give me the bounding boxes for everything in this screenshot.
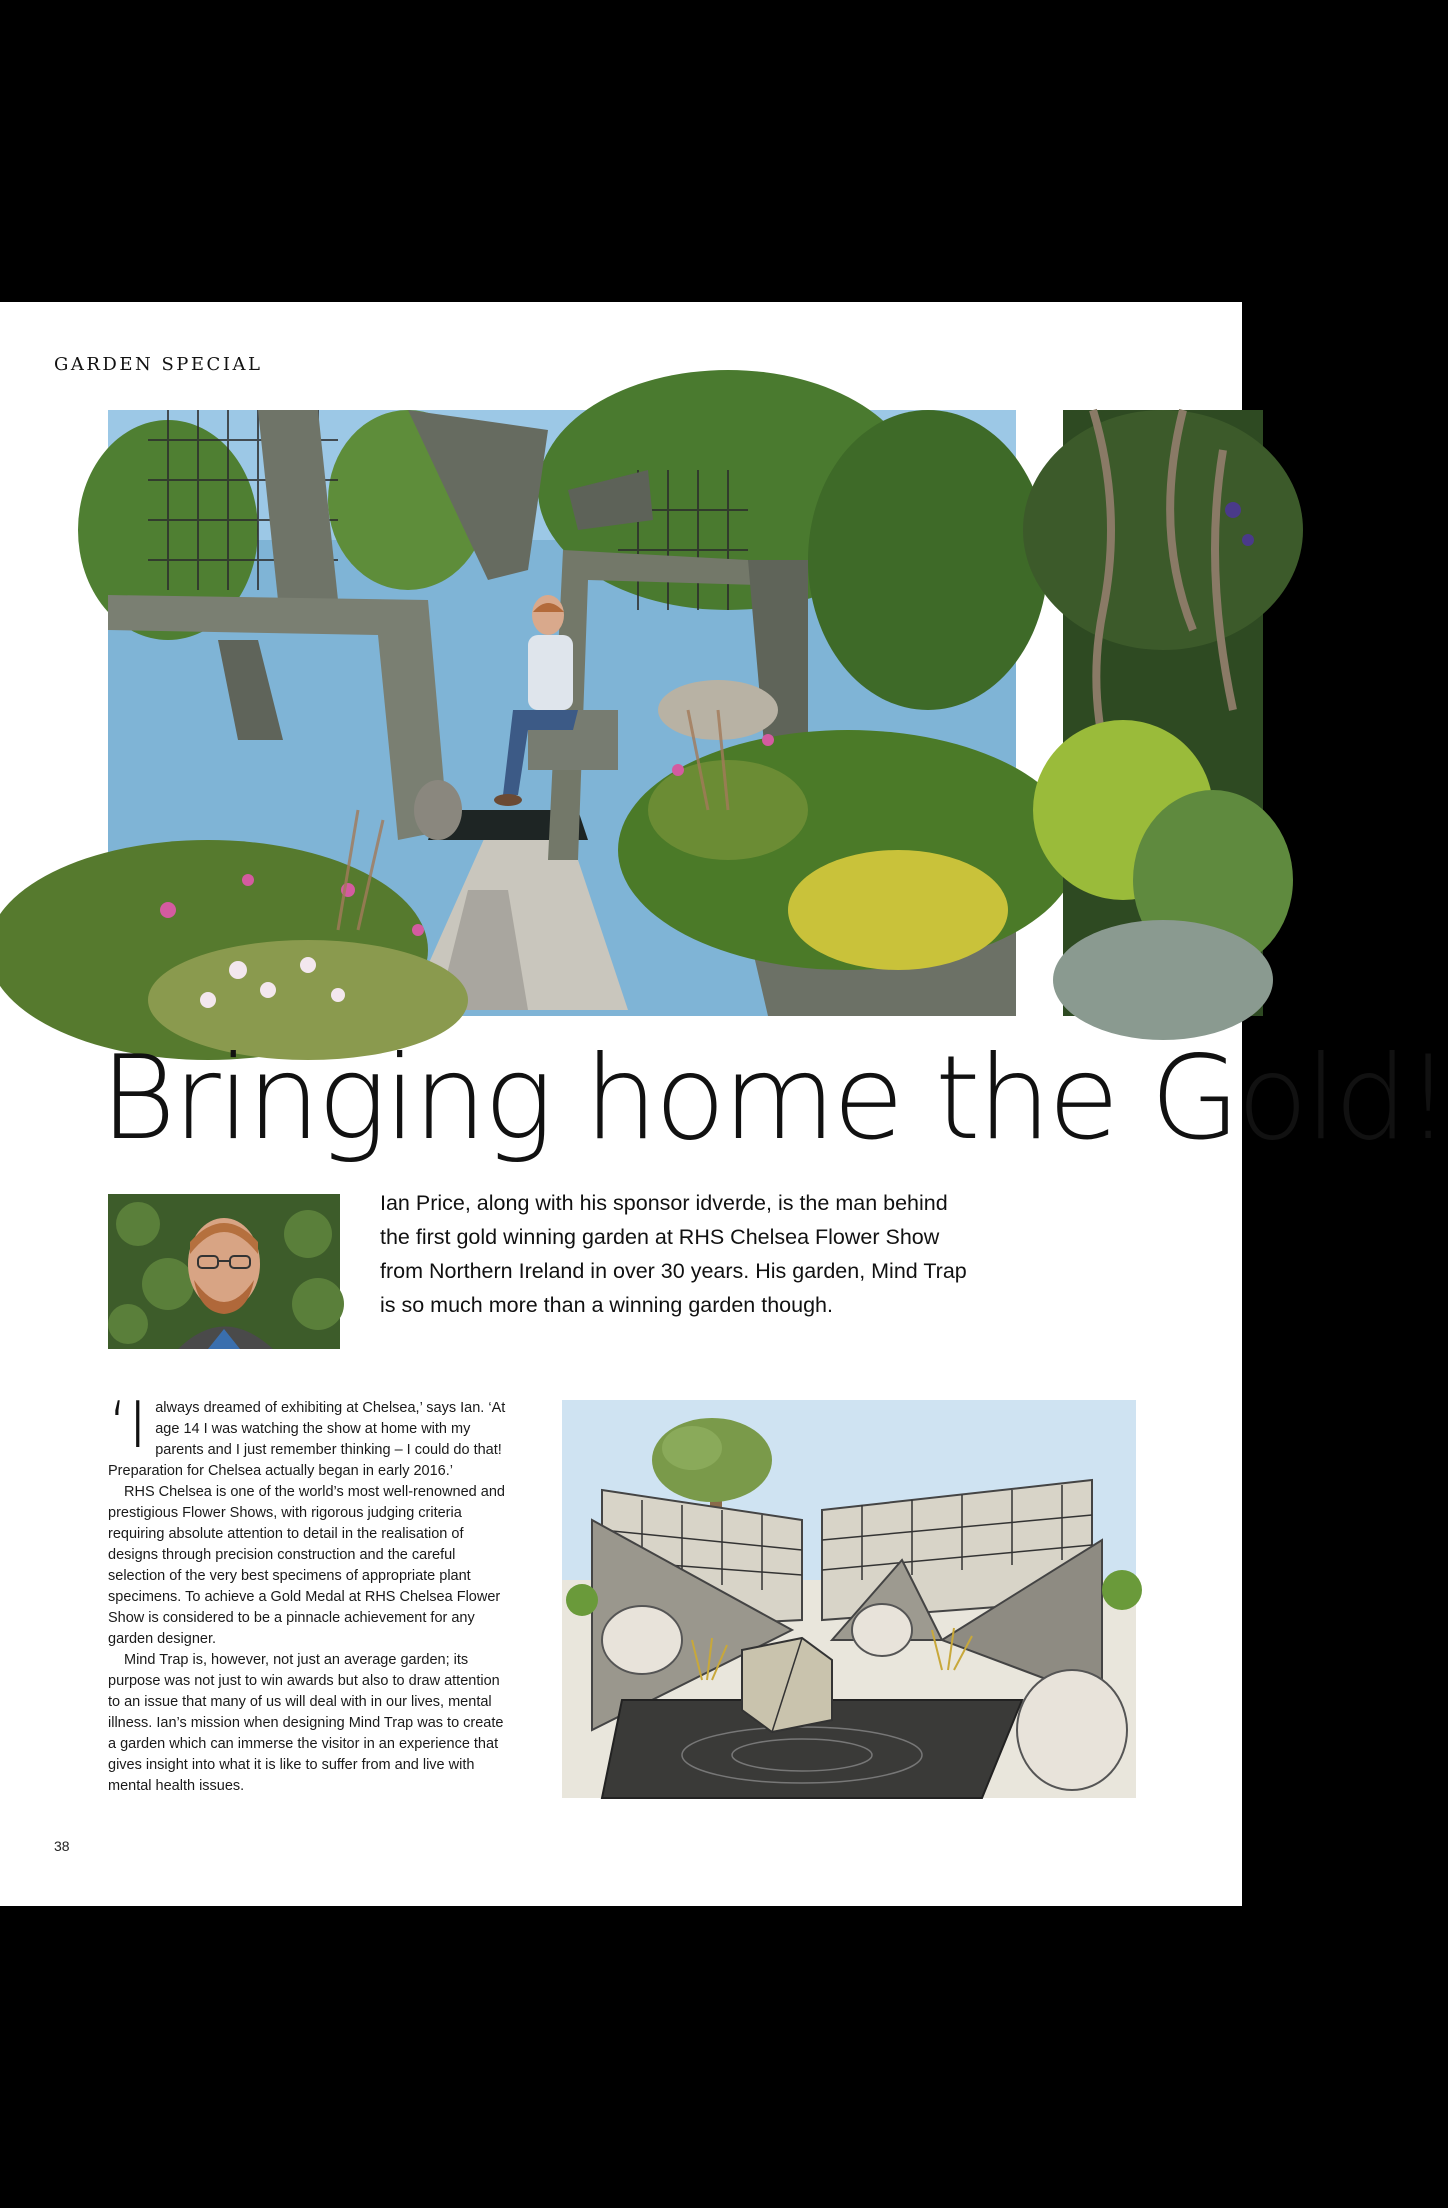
body-paragraph-1: always dreamed of exhibiting at Chelsea,’ says Ian. ‘At age 14 I was watching the show at home with my parents and I just remember thinking – I could do that! Preparation for Chelsea actually began in early 2016.’ xyxy=(108,1400,506,1479)
body-paragraph-3: Mind Trap is, however, not just an average garden; its purpose was not just to win awards but also to draw attention to an issue that many of us will deal with in our lives, mental illness. Ian’s mission when designing Mind Trap was to create a garden which can immerse the visitor in an experience that gives insight into what it is like to suffer from and live with mental health issues. xyxy=(108,1652,504,1794)
body-paragraph-2: RHS Chelsea is one of the world’s most well-renowned and prestigious Flower Shows, with rigorous judging criteria requiring absolute attention to detail in the realisation of designs through precision construction and the careful selection of the very best specimens of appropriate plant specimens. To achieve a Gold Medal at RHS Chelsea Flower Show is considered to be a pinnacle achievement for any garden designer. xyxy=(108,1484,505,1647)
garden-sketch-illustration xyxy=(562,1400,1136,1798)
dropcap xyxy=(108,1389,148,1463)
dropcap-letter: I xyxy=(128,1389,148,1463)
dropcap-quote: ‘ xyxy=(108,1389,129,1463)
standfirst xyxy=(380,1186,980,1322)
page-number: 38 xyxy=(54,1838,70,1854)
author-portrait xyxy=(108,1194,340,1349)
section-label: GARDEN SPECIAL xyxy=(54,354,263,375)
magazine-page xyxy=(0,302,1448,1906)
article-headline: Bringing home the Gold! xyxy=(100,1031,1448,1166)
side-garden-photo xyxy=(1063,410,1263,1016)
article-body xyxy=(108,1389,513,1797)
hero-garden-photo xyxy=(108,410,1016,1016)
standfirst-text: Ian Price, along with his sponsor idverde, is the man behind the first gold winning garden at RHS Chelsea Flower Show from Northern Ireland in over 30 years. His garden, Mind Trap is so much more than a winning garden though. xyxy=(380,1191,967,1317)
